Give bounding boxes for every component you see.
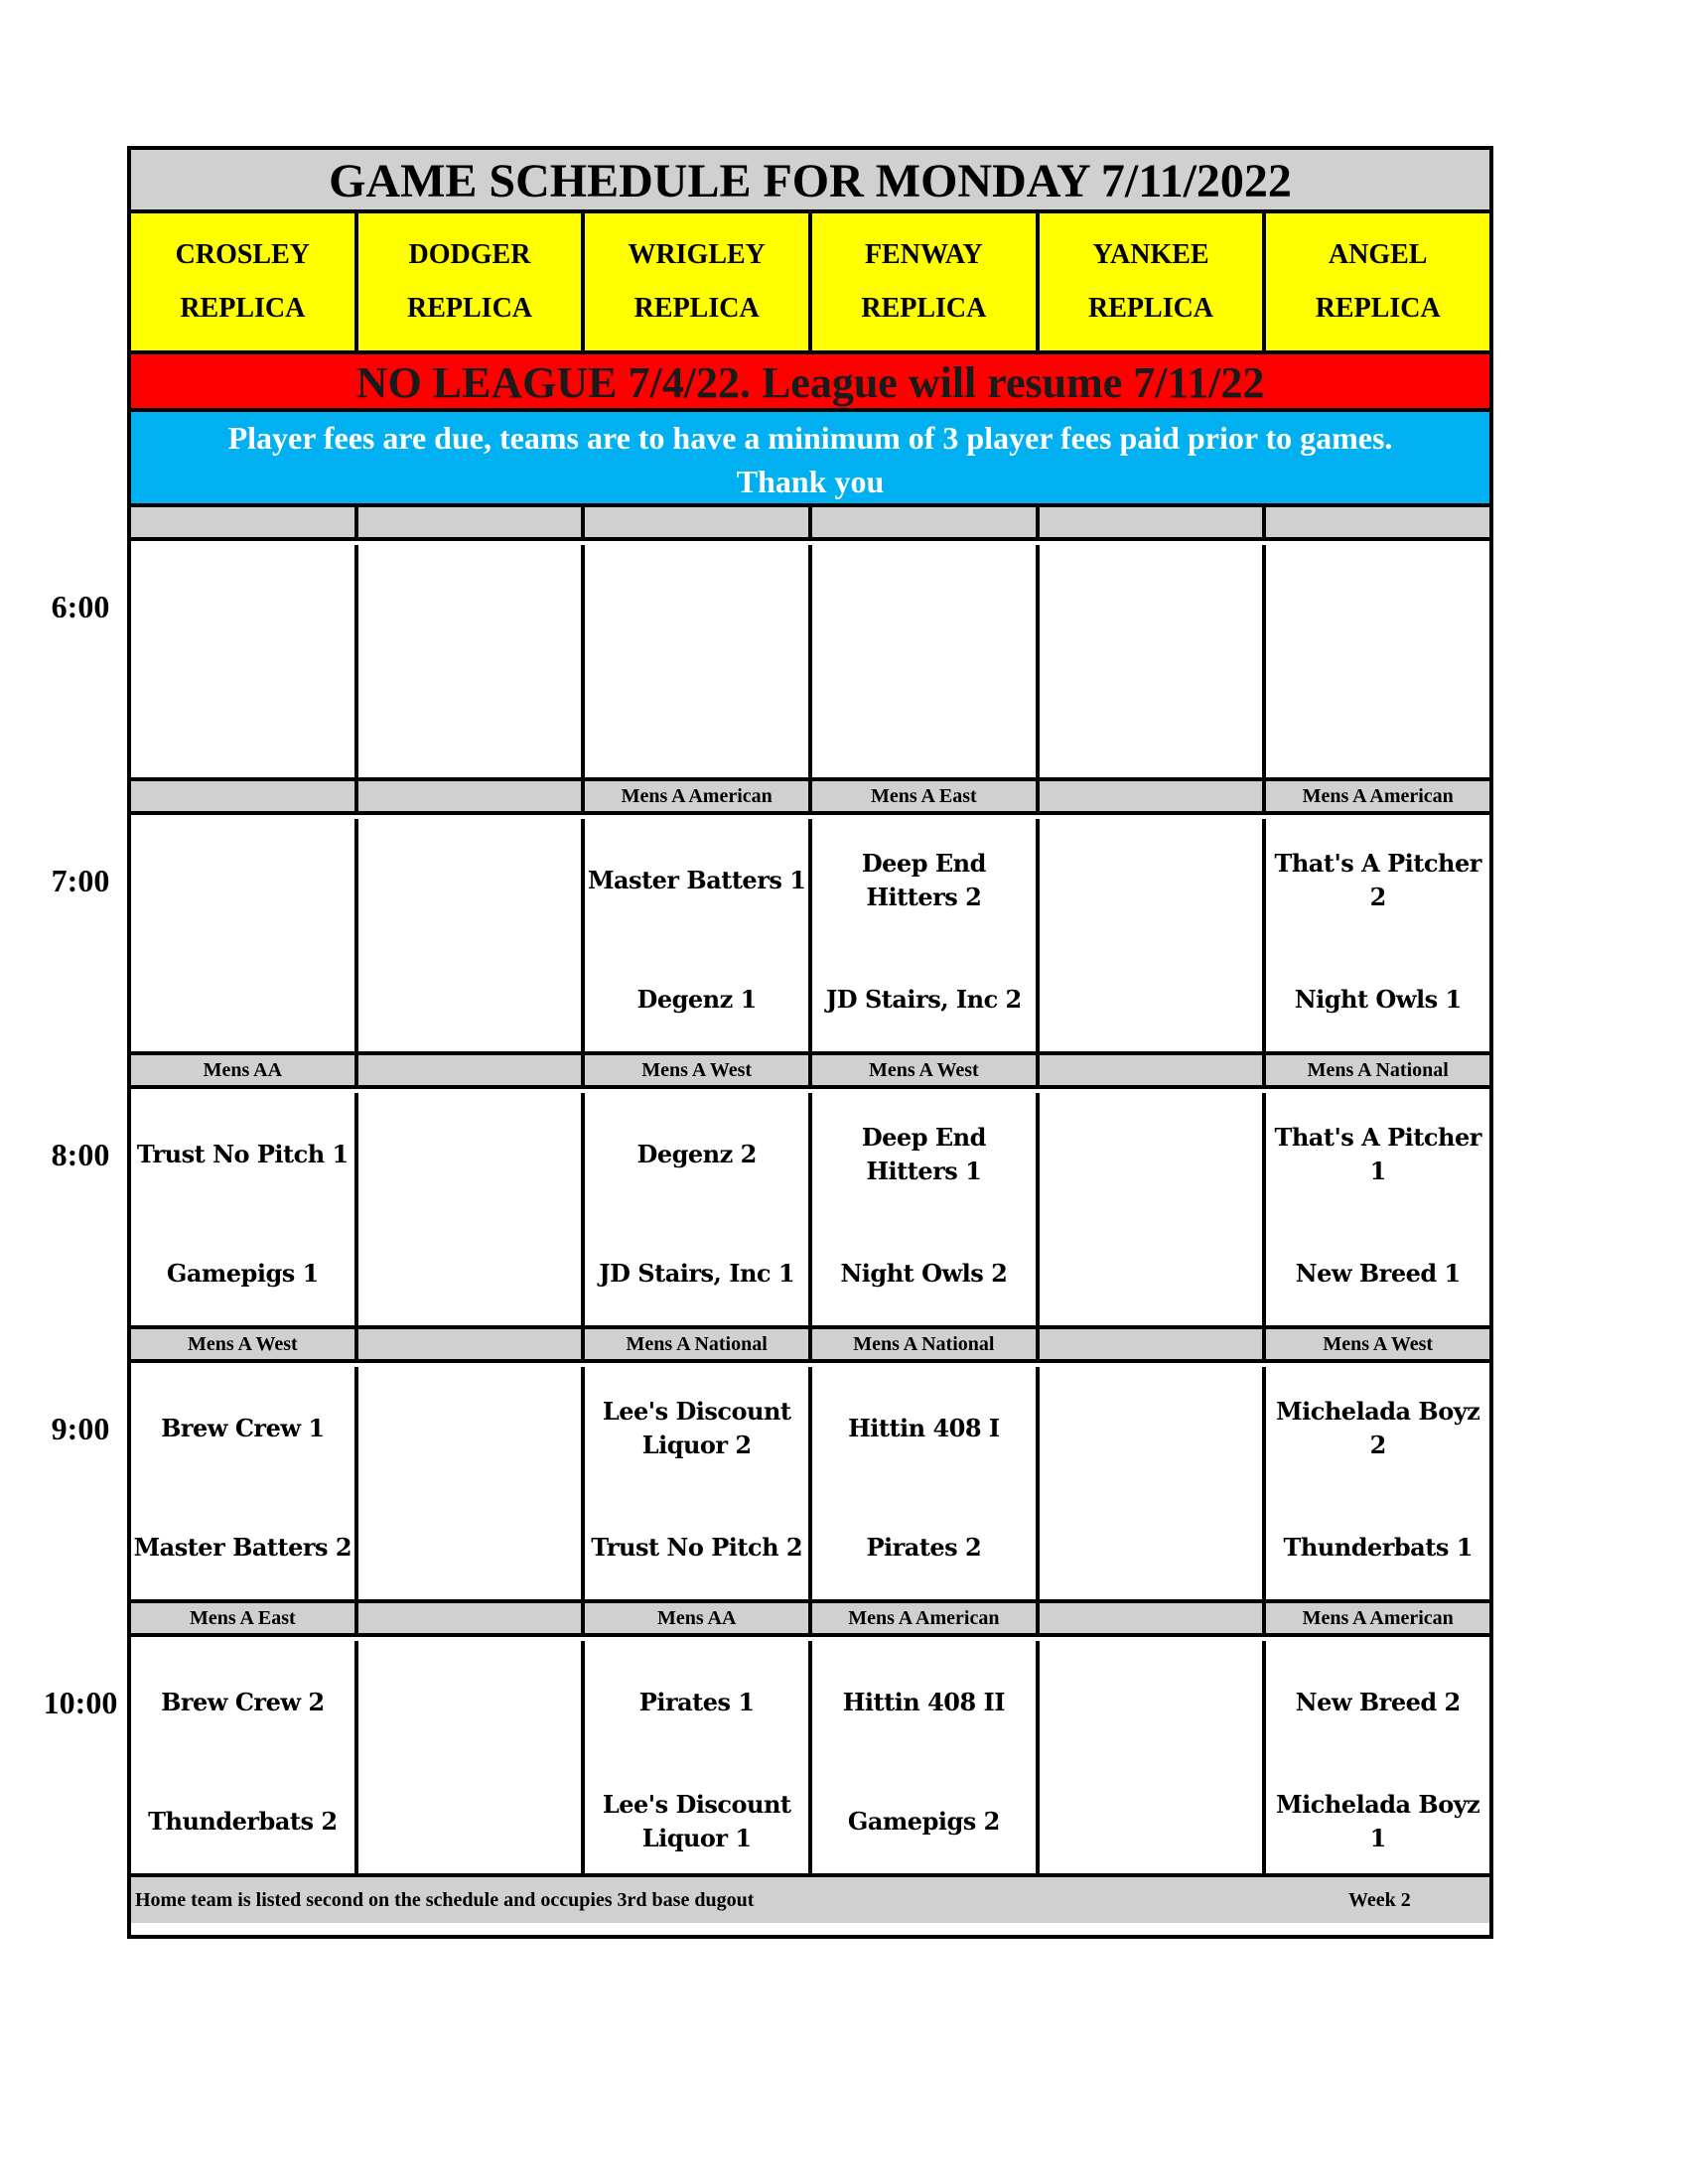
home-team-note: Home team is listed second on the schedule and occupies 3rd base dugout xyxy=(135,1889,755,1911)
home-team: JD Stairs, Inc 2 xyxy=(825,985,1022,1014)
field-name: ANGEL xyxy=(1328,239,1428,270)
field-type: REPLICA xyxy=(861,293,987,324)
field-name: CROSLEY xyxy=(175,239,311,270)
game-cell xyxy=(585,545,812,777)
division-label: Mens AA xyxy=(585,1603,812,1633)
division-label xyxy=(1040,1055,1267,1085)
time-slot-label: 8:00 xyxy=(51,1137,110,1172)
division-row xyxy=(131,1329,1489,1363)
fees-message: Player fees are due, teams are to have a minimum of 3 player fees paid prior to games. xyxy=(227,420,1393,456)
home-team: Michelada Boyz 1 xyxy=(1276,1790,1480,1852)
home-team: Lee's Discount Liquor 1 xyxy=(602,1790,791,1852)
week-label: Week 2 xyxy=(1348,1889,1411,1911)
division-label: Mens A West xyxy=(131,1329,358,1359)
away-team xyxy=(358,841,582,920)
away-team xyxy=(812,567,1036,646)
game-cell xyxy=(358,1367,586,1599)
home-team xyxy=(358,1508,582,1587)
time-slot-label: 6:00 xyxy=(51,589,110,624)
field-name: DODGER xyxy=(408,239,531,270)
division-label xyxy=(585,507,812,537)
away-team: Deep End Hitters 2 xyxy=(861,849,986,911)
time-slot-label: 9:00 xyxy=(51,1411,110,1446)
home-team: New Breed 1 xyxy=(1295,1259,1461,1288)
no-league-notice: NO LEAGUE 7/4/22. League will resume 7/11/22 xyxy=(131,354,1489,412)
home-team xyxy=(358,1234,582,1313)
away-team xyxy=(358,1663,582,1742)
home-team xyxy=(131,960,354,1039)
time-slot-label: 10:00 xyxy=(43,1685,118,1720)
game-row xyxy=(131,1641,1489,1877)
division-row xyxy=(131,507,1489,541)
away-team: Brew Crew 1 xyxy=(161,1414,325,1442)
division-label: Mens A National xyxy=(1266,1055,1489,1085)
home-team: Pirates 2 xyxy=(866,1533,982,1562)
division-label: Mens A East xyxy=(812,781,1040,811)
division-row xyxy=(131,781,1489,815)
away-team: Degenz 2 xyxy=(636,1140,757,1168)
away-team: Master Batters 1 xyxy=(587,866,806,894)
field-name: WRIGLEY xyxy=(628,239,766,270)
division-label xyxy=(812,507,1040,537)
home-team: JD Stairs, Inc 1 xyxy=(599,1259,795,1288)
game-cell xyxy=(812,1093,1040,1325)
division-label: Mens A West xyxy=(812,1055,1040,1085)
division-label: Mens A American xyxy=(812,1603,1040,1633)
game-cell xyxy=(1040,1093,1267,1325)
home-team: Gamepigs 1 xyxy=(166,1259,319,1288)
away-team xyxy=(1040,1663,1263,1742)
game-cell xyxy=(1266,1367,1489,1599)
division-label: Mens A National xyxy=(812,1329,1040,1359)
division-label: Mens AA xyxy=(131,1055,358,1085)
schedule-footer xyxy=(131,1877,1489,1923)
field-wrigley xyxy=(585,213,812,350)
away-team: Lee's Discount Liquor 2 xyxy=(602,1397,791,1459)
game-cell xyxy=(131,1093,358,1325)
home-team xyxy=(1040,960,1263,1039)
division-label xyxy=(1040,781,1267,811)
field-yankee xyxy=(1040,213,1267,350)
game-cell xyxy=(358,819,586,1051)
away-team xyxy=(1040,567,1263,646)
field-type: REPLICA xyxy=(633,293,760,324)
game-cell xyxy=(585,1367,812,1599)
away-team: Hittin 408 I xyxy=(848,1414,1000,1442)
game-cell xyxy=(131,1367,358,1599)
game-cell xyxy=(358,1641,586,1873)
game-cell xyxy=(812,1641,1040,1873)
home-team xyxy=(358,1782,582,1861)
field-fenway xyxy=(812,213,1040,350)
away-team: Trust No Pitch 1 xyxy=(136,1140,349,1168)
game-cell xyxy=(1040,545,1267,777)
home-team: Master Batters 2 xyxy=(133,1533,352,1562)
division-label: Mens A American xyxy=(1266,1603,1489,1633)
game-row xyxy=(131,819,1489,1055)
division-row xyxy=(131,1055,1489,1089)
division-label xyxy=(1266,507,1489,537)
game-cell xyxy=(585,819,812,1051)
field-crosley xyxy=(131,213,358,350)
home-team xyxy=(358,686,582,765)
division-label: Mens A East xyxy=(131,1603,358,1633)
game-cell xyxy=(812,1367,1040,1599)
field-type: REPLICA xyxy=(180,293,306,324)
away-team xyxy=(1266,567,1489,646)
away-team xyxy=(1040,841,1263,920)
division-label: Mens A American xyxy=(585,781,812,811)
game-cell xyxy=(1266,545,1489,777)
division-label xyxy=(131,507,358,537)
away-team xyxy=(131,567,354,646)
game-cell xyxy=(585,1093,812,1325)
game-cell xyxy=(1266,819,1489,1051)
home-team: Degenz 1 xyxy=(636,985,757,1014)
away-team: Brew Crew 2 xyxy=(161,1688,325,1716)
home-team: Thunderbats 2 xyxy=(148,1807,338,1836)
game-cell xyxy=(358,1093,586,1325)
division-label: Mens A West xyxy=(1266,1329,1489,1359)
away-team: That's A Pitcher 2 xyxy=(1274,849,1481,911)
division-label xyxy=(358,1055,586,1085)
away-team xyxy=(358,567,582,646)
game-row xyxy=(131,1093,1489,1329)
away-team: Michelada Boyz 2 xyxy=(1276,1397,1480,1459)
game-cell xyxy=(131,545,358,777)
away-team xyxy=(358,1115,582,1194)
away-team: Hittin 408 II xyxy=(842,1688,1005,1716)
game-cell xyxy=(131,1641,358,1873)
division-row xyxy=(131,1603,1489,1637)
game-cell xyxy=(812,545,1040,777)
game-cell xyxy=(1040,1367,1267,1599)
field-type: REPLICA xyxy=(407,293,533,324)
away-team xyxy=(1040,1115,1263,1194)
home-team xyxy=(1040,1508,1263,1587)
division-label: Mens A National xyxy=(585,1329,812,1359)
home-team: Night Owls 2 xyxy=(840,1259,1008,1288)
division-label xyxy=(358,781,586,811)
home-team: Night Owls 1 xyxy=(1294,985,1462,1014)
game-cell xyxy=(358,545,586,777)
game-cell xyxy=(585,1641,812,1873)
game-row xyxy=(131,545,1489,781)
schedule-sheet xyxy=(127,146,1493,1939)
away-team: Pirates 1 xyxy=(638,1688,755,1716)
field-type: REPLICA xyxy=(1088,293,1214,324)
home-team xyxy=(1040,1234,1263,1313)
home-team xyxy=(1266,686,1489,765)
division-label xyxy=(1040,507,1267,537)
division-label xyxy=(1040,1603,1267,1633)
division-label xyxy=(358,1329,586,1359)
division-label xyxy=(358,1603,586,1633)
away-team: That's A Pitcher 1 xyxy=(1274,1123,1481,1185)
division-label: Mens A American xyxy=(1266,781,1489,811)
home-team xyxy=(131,686,354,765)
away-team xyxy=(131,841,354,920)
field-header-row xyxy=(131,213,1489,354)
game-cell xyxy=(131,819,358,1051)
field-dodger xyxy=(358,213,586,350)
away-team xyxy=(585,567,808,646)
schedule-title: GAME SCHEDULE FOR MONDAY 7/11/2022 xyxy=(131,150,1489,213)
time-slot-label: 7:00 xyxy=(51,863,110,898)
home-team: Trust No Pitch 2 xyxy=(591,1533,803,1562)
field-angel xyxy=(1266,213,1489,350)
fees-thanks: Thank you xyxy=(736,464,885,499)
home-team xyxy=(585,686,808,765)
field-name: FENWAY xyxy=(864,239,983,270)
field-name: YANKEE xyxy=(1092,239,1209,270)
division-label xyxy=(131,781,358,811)
game-cell xyxy=(1266,1093,1489,1325)
home-team xyxy=(1040,1782,1263,1861)
game-cell xyxy=(812,819,1040,1051)
game-cell xyxy=(1040,819,1267,1051)
home-team xyxy=(1040,686,1263,765)
field-type: REPLICA xyxy=(1315,293,1441,324)
home-team xyxy=(812,686,1036,765)
division-label: Mens A West xyxy=(585,1055,812,1085)
game-row xyxy=(131,1367,1489,1603)
home-team xyxy=(358,960,582,1039)
division-label xyxy=(358,507,586,537)
game-cell xyxy=(1040,1641,1267,1873)
game-cell xyxy=(1266,1641,1489,1873)
home-team: Gamepigs 2 xyxy=(847,1807,1000,1836)
home-team: Thunderbats 1 xyxy=(1283,1533,1473,1562)
division-label xyxy=(1040,1329,1267,1359)
away-team: New Breed 2 xyxy=(1295,1688,1461,1716)
away-team xyxy=(1040,1389,1263,1468)
player-fees-notice xyxy=(131,412,1489,507)
away-team: Deep End Hitters 1 xyxy=(861,1123,986,1185)
away-team xyxy=(358,1389,582,1468)
